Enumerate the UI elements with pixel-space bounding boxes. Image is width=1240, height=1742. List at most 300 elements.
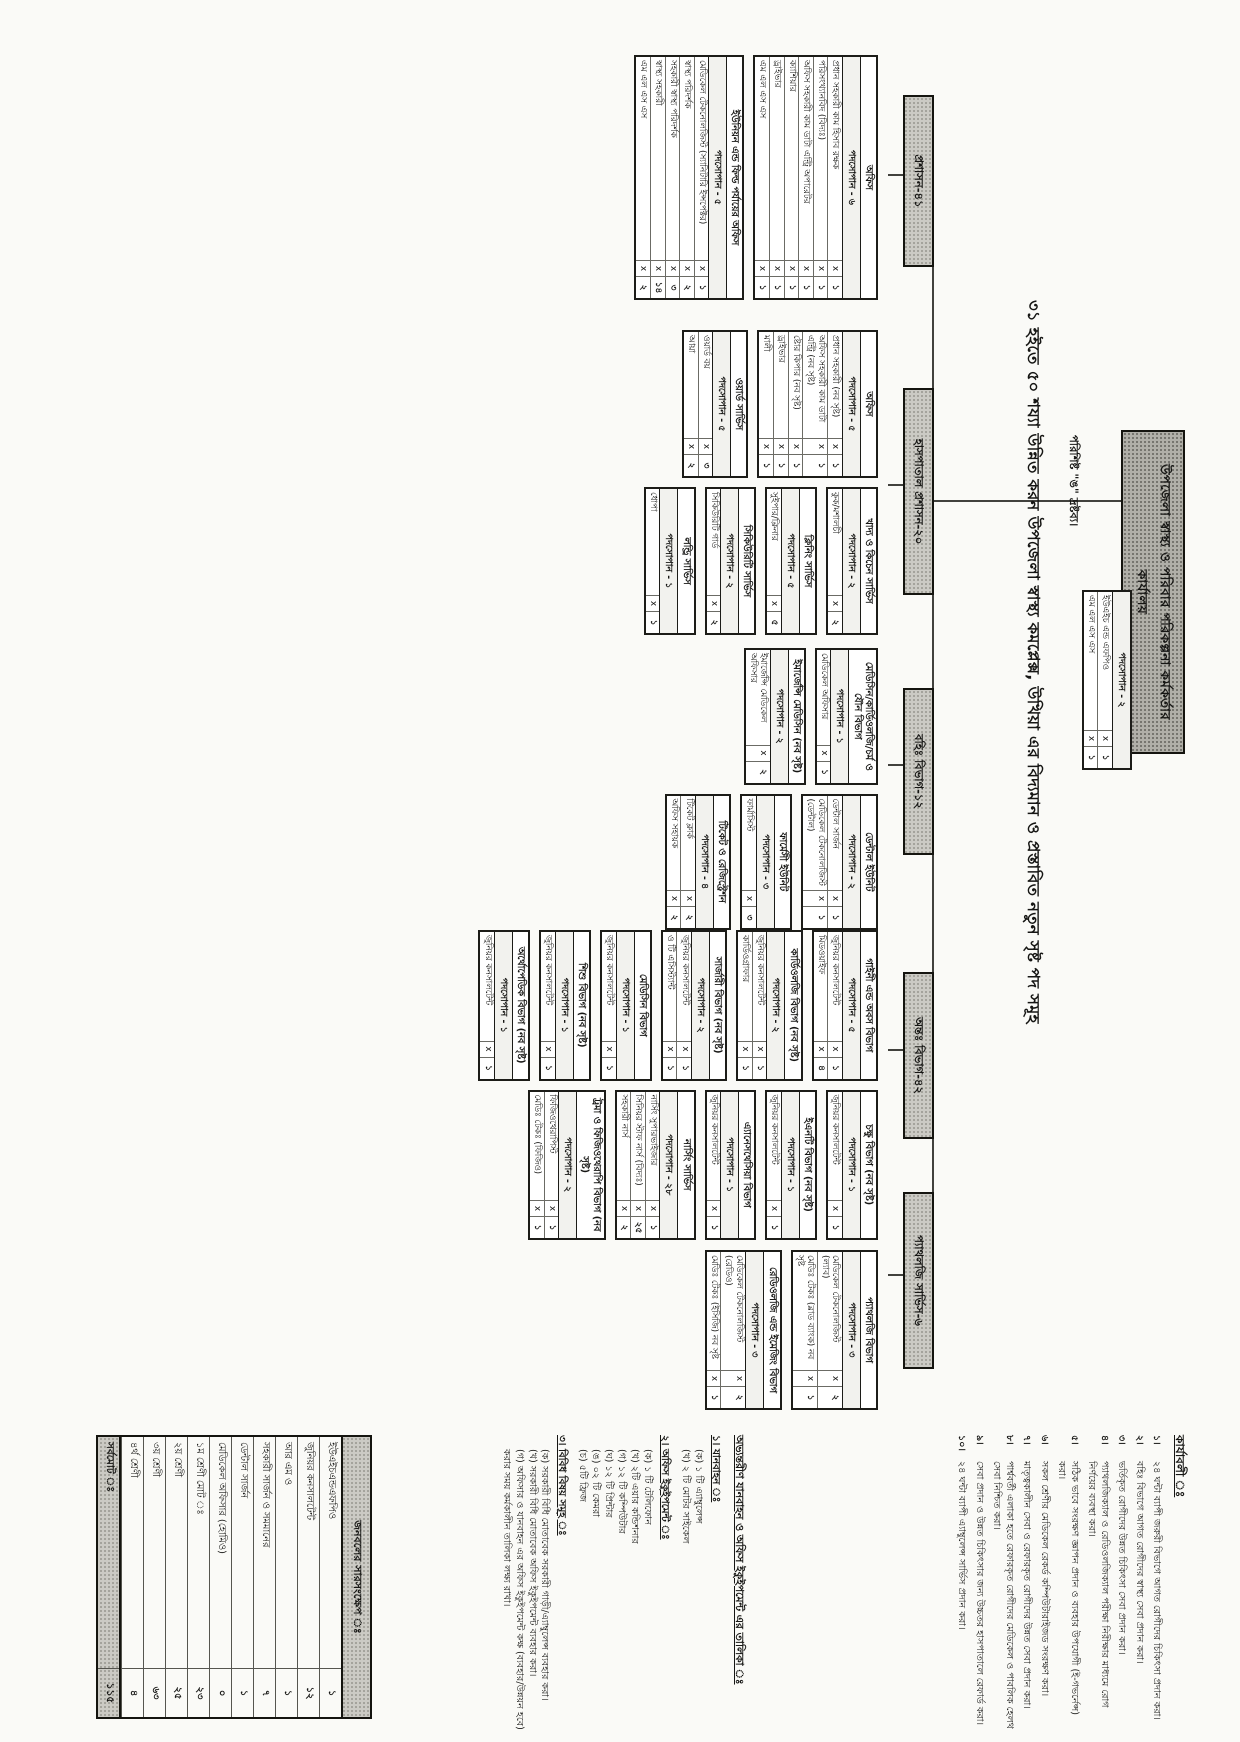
summary-row-label: ডেন্টাল সার্জন bbox=[238, 1442, 249, 1499]
dept-box-level: পদসোপান - ৫ bbox=[781, 489, 799, 633]
post-count: ১ bbox=[785, 276, 799, 298]
post-row bbox=[767, 489, 781, 633]
post-count: ৪ bbox=[814, 1057, 828, 1079]
dept-box bbox=[757, 330, 878, 478]
post-mark: x bbox=[828, 595, 842, 611]
post-count: ১ bbox=[759, 454, 773, 476]
post-row bbox=[827, 932, 842, 1079]
post-mark: x bbox=[684, 438, 698, 454]
inventory-item: (ক) ১ টি টেলিফোন bbox=[642, 1449, 654, 1525]
post-count: ৩ bbox=[742, 906, 756, 928]
branch-children-admin bbox=[625, 55, 878, 300]
post-count: ৫ bbox=[767, 611, 781, 633]
dept-box bbox=[765, 1090, 817, 1241]
function-item-text: ভর্তিকৃত রোগীদের উন্নত চিকিৎসা সেবা প্রদান করা। bbox=[1116, 1461, 1128, 1655]
function-item-number: ৭। bbox=[1021, 1435, 1033, 1445]
post-mark: x bbox=[828, 890, 842, 906]
post-row bbox=[684, 332, 698, 476]
post-row bbox=[480, 932, 494, 1079]
post-mark: x bbox=[617, 1200, 631, 1216]
post-count: ১ bbox=[646, 611, 660, 633]
dept-box-level: পদসোপান - ২ bbox=[766, 932, 784, 1079]
post-count: ১৪ bbox=[651, 276, 665, 298]
post-row bbox=[707, 489, 721, 633]
function-item bbox=[955, 1435, 967, 1730]
dept-box-level: পদসোপান - ২ bbox=[842, 489, 860, 633]
dept-box bbox=[705, 1250, 782, 1410]
post-row bbox=[720, 1252, 745, 1408]
post-label: অফিস সহায়ক bbox=[668, 798, 679, 848]
dept-box bbox=[661, 930, 727, 1081]
dept-box-title: অর্থোপেডিক বিভাগ (নব সৃষ্ট) bbox=[512, 932, 528, 1079]
post-row bbox=[802, 332, 827, 476]
post-label: কুক/মশালচী bbox=[830, 492, 841, 534]
inventory-section bbox=[576, 1435, 673, 1730]
dept-box-title: শিশু বিভাগ (নব সৃষ্ট) bbox=[573, 932, 589, 1079]
post-count: ১ bbox=[828, 454, 842, 476]
function-item bbox=[990, 1435, 1015, 1730]
post-label: মেডিঃ টেকঃ (ব্লাড ব্যাংক) নব সৃষ্ট bbox=[794, 1255, 816, 1360]
dept-box-level: পদসোপান - ২ bbox=[1112, 592, 1130, 768]
dept-box-level: পদসোপান - ৩ bbox=[842, 1252, 860, 1408]
dept-box-title: এ্যানেসথেসিয়া বিভাগ bbox=[738, 1092, 754, 1239]
post-count: ২ bbox=[828, 611, 842, 633]
post-mark: x bbox=[1084, 730, 1098, 746]
dept-box bbox=[665, 794, 731, 931]
post-row bbox=[667, 796, 681, 929]
dept-box-title: সার্জারী বিভাগ (নব সৃষ্ট) bbox=[709, 932, 725, 1079]
function-item bbox=[1132, 1435, 1144, 1730]
dept-box-level: পদসোপান - ৫ bbox=[712, 332, 730, 476]
post-label: স্বাস্থ্য সহকারী bbox=[653, 60, 664, 106]
post-mark: x bbox=[767, 1200, 781, 1216]
branch-header-indoor: অন্তঃ বিভাগ-৪২ bbox=[903, 972, 934, 1139]
function-item bbox=[1037, 1435, 1049, 1730]
summary-row-label: ৪র্থ শ্রেণী bbox=[128, 1442, 139, 1478]
post-mark: x bbox=[767, 595, 781, 611]
post-label: জুনিয়র কনসালটেন্ট bbox=[708, 1094, 719, 1165]
summary-row bbox=[209, 1437, 231, 1717]
dept-box-level: পদসোপান - ২ bbox=[558, 1092, 576, 1239]
post-row bbox=[707, 1092, 721, 1239]
post-count: ১ bbox=[767, 1216, 781, 1238]
dept-box-title: ইমার্জেন্সি মেডিসিন (নব সৃষ্ট) bbox=[788, 650, 804, 783]
post-row bbox=[769, 57, 784, 298]
post-count: ১ bbox=[602, 1057, 616, 1079]
inventory-item: (খ) ২টি এয়ার কন্ডিশনার bbox=[629, 1449, 641, 1544]
post-count: ২ bbox=[681, 906, 695, 928]
branch-children-outdoor bbox=[656, 648, 878, 930]
function-item-text: ২৪ ঘন্টা ব্যাপী এ্যাম্বুলেন্স সার্ভিস প্রদান করা। bbox=[956, 1461, 968, 1630]
post-mark: x bbox=[680, 260, 694, 276]
page-title: ৩১ হইতে ৫০ শয্যা উন্নিত করন উপজেলা স্বাস্থ্য কমপ্লেক্স, উখিয়া এর বিদ্যমান ও প্রস্তাবিত নতুন সৃষ্ট পদ সমূহ bbox=[1024, 300, 1043, 1024]
summary-row bbox=[275, 1437, 297, 1717]
summary-row-value: ১২ bbox=[298, 1668, 319, 1717]
dept-box-level: পদসোপান - ৬ bbox=[842, 57, 860, 298]
function-item-text: ২৪ ঘন্টা ব্যাপী জরুরী বিভাগে আগত রোগীদের চিকিৎসা প্রদান করা। bbox=[1151, 1461, 1162, 1720]
post-label: টিকেট ক্লার্ক bbox=[683, 798, 694, 839]
post-mark: x bbox=[785, 260, 799, 276]
branch-children-hospital-admin bbox=[635, 330, 878, 635]
dept-box-level: পদসোপান - ২ bbox=[720, 489, 738, 633]
post-count: ১ bbox=[530, 1216, 544, 1238]
post-count: ১ bbox=[803, 454, 827, 476]
post-row bbox=[694, 57, 709, 298]
post-mark: x bbox=[530, 1200, 544, 1216]
functions-block bbox=[950, 1435, 1188, 1730]
summary-row bbox=[319, 1437, 341, 1717]
post-mark: x bbox=[770, 260, 784, 276]
post-label: অফিস সহকারী কাম ডাটা এন্ট্রি (নব সৃষ্ট) bbox=[805, 335, 826, 423]
post-mark: x bbox=[803, 890, 827, 906]
post-label: জুনিয়র কনসালটেন্ট bbox=[679, 935, 690, 1006]
post-label: কার্ডিওগ্রাফার bbox=[740, 935, 751, 983]
function-item-text: সকল শ্রেণীর মেডিকেল রেকর্ড কম্পিউটারাইজড সংরক্ষণ করা। bbox=[1038, 1461, 1050, 1697]
post-mark: x bbox=[789, 438, 803, 454]
post-row bbox=[817, 1252, 842, 1408]
summary-total-label: সর্বমোট ঃ bbox=[104, 1442, 116, 1492]
post-mark: x bbox=[742, 890, 756, 906]
summary-row-value: ০ bbox=[210, 1668, 231, 1717]
dept-box bbox=[644, 487, 696, 635]
post-mark: x bbox=[753, 1041, 767, 1057]
branch-header-pathology: প্যাথলজি সার্ভিস-৬ bbox=[903, 1192, 934, 1369]
dept-box-level: পদসোপান - ১ bbox=[616, 932, 634, 1079]
post-count: ১ bbox=[828, 906, 842, 928]
post-mark: x bbox=[738, 1041, 752, 1057]
post-count: ১ bbox=[695, 276, 709, 298]
post-count: ২ bbox=[667, 906, 681, 928]
function-item-number: ৪। bbox=[1098, 1435, 1110, 1445]
dept-box bbox=[815, 648, 878, 785]
dept-box bbox=[615, 1090, 696, 1241]
dept-box-title: মেডিসিন/কার্ডিওলজি/চর্ম ও যৌন বিভাগ bbox=[848, 650, 876, 783]
post-row bbox=[646, 489, 660, 633]
post-row bbox=[767, 1092, 781, 1239]
post-row bbox=[630, 1092, 645, 1239]
post-row bbox=[541, 932, 555, 1079]
post-row bbox=[817, 650, 831, 783]
dept-box bbox=[478, 930, 530, 1081]
inventory-heading: অভ্যন্তরীণ যানবাহন ও অফিস ইকুইপমেন্ট এর তালিকা ঃ bbox=[733, 1435, 746, 1685]
summary-row-label: ইউএইচএন্ডএফপিও bbox=[326, 1442, 337, 1520]
dept-box-level: পদসোপান - ২ bbox=[842, 796, 860, 929]
dept-box-level: পদসোপান - ১ bbox=[830, 650, 848, 783]
summary-row-label: ৩য় শ্রেণী bbox=[150, 1442, 161, 1478]
inventory-item: (চ) ৫টি ফ্রিজ bbox=[577, 1449, 589, 1502]
inventory-section-title: ১। যানবাহন ঃ bbox=[710, 1435, 722, 1503]
dept-box bbox=[753, 55, 878, 300]
post-count: ২৫ bbox=[631, 1216, 645, 1238]
appendix-note: পরিশিষ্ট "ঙ" দ্রষ্টব্য। bbox=[1067, 435, 1081, 527]
post-row bbox=[827, 57, 842, 298]
dept-box bbox=[600, 930, 652, 1081]
dept-box-title: নার্সিং সার্ভিস bbox=[677, 1092, 693, 1239]
post-row bbox=[803, 796, 827, 929]
dept-box-level: পদসোপান - ১ bbox=[781, 1092, 799, 1239]
post-count: ৩ bbox=[666, 276, 680, 298]
post-label: ড্রাইভার bbox=[776, 335, 787, 363]
summary-row bbox=[253, 1437, 275, 1717]
dept-box-level: পদসোপান - ২৮ bbox=[659, 1092, 677, 1239]
summary-row bbox=[143, 1437, 165, 1717]
dept-box-level: পদসোপান - ১ bbox=[555, 932, 573, 1079]
function-item-text: সেবা প্রদান ও উন্নত চিকিৎসার জন্য উচ্চতর হাসপাতালে রেফার্ড করা। bbox=[973, 1461, 985, 1726]
post-mark: x bbox=[721, 1370, 745, 1386]
dept-box-title: গাইনী এন্ড অবস বিভাগ bbox=[860, 932, 876, 1079]
post-count: ১ bbox=[789, 454, 803, 476]
post-row bbox=[752, 932, 767, 1079]
post-mark: x bbox=[681, 890, 695, 906]
post-label: প্রধান সহকারী কাম হিসাব রক্ষক bbox=[830, 60, 841, 170]
function-item-text: মাতৃত্বকালীন সেবা ও রেফারকৃত রোগীদের উন্নত সেবা প্রদান করা। bbox=[1021, 1461, 1033, 1709]
dept-box-title: মেডিসিন বিভাগ bbox=[634, 932, 650, 1079]
post-label: অফিস সহকারী কাম ডাটা এন্ট্রি অপারেটর bbox=[801, 60, 812, 204]
post-row bbox=[680, 796, 695, 929]
post-label: জুনিয়র কনসালটেন্ট bbox=[482, 935, 493, 1006]
post-row bbox=[755, 57, 769, 298]
post-label: মেডিঃ টেকঃ (ফিজিও) bbox=[532, 1094, 543, 1175]
post-label: আয়া bbox=[686, 335, 697, 353]
dept-box-level: পদসোপান - ৪ bbox=[695, 796, 713, 929]
post-count: ২ bbox=[746, 761, 770, 783]
inventory-item: (ক) ১ টি এ্যাম্বুলেন্স bbox=[693, 1449, 704, 1524]
dept-box-level: পদসোপান - ৫ bbox=[842, 932, 860, 1079]
post-label: এম এল এস এস bbox=[1085, 595, 1096, 654]
post-label: ইমার্জেন্সি মেডিকেল অফিসার bbox=[747, 653, 769, 723]
post-label: এম এল এস এস bbox=[757, 60, 768, 119]
post-label: মেডিকেল টেকনোলজিস্ট (রেডিও) bbox=[723, 1255, 744, 1343]
inventory-section-title: ২। অফিস ইকুইপমেন্ট ঃ bbox=[659, 1435, 672, 1540]
post-count: ১ bbox=[803, 906, 827, 928]
summary-row bbox=[165, 1437, 187, 1717]
dept-box-level: পদসোপান - ১ bbox=[842, 1092, 860, 1239]
function-item-number: ১। bbox=[1151, 1435, 1162, 1445]
post-count: ১ bbox=[480, 1057, 494, 1079]
summary-row-label: সহকারী সার্জন ও সমমানের bbox=[260, 1442, 271, 1548]
functions-list bbox=[955, 1435, 1162, 1730]
post-mark: x bbox=[814, 260, 828, 276]
dept-box-title: ট্রমা ও ফিজিওথেরাপি বিভাগ (নব সৃষ্ট) bbox=[576, 1092, 604, 1239]
summary-row-label: ১ম শ্রেণী মোট ঃ bbox=[194, 1442, 205, 1515]
post-count: ১ bbox=[646, 1216, 660, 1238]
post-mark: x bbox=[636, 260, 650, 276]
post-count: ১ bbox=[753, 1057, 767, 1079]
post-count: ২ bbox=[617, 1216, 631, 1238]
post-row bbox=[742, 796, 756, 929]
post-label: জুনিয়র কনসালটেন্ট bbox=[769, 1094, 780, 1165]
dept-box bbox=[826, 1090, 878, 1241]
post-count: ১ bbox=[1098, 746, 1112, 768]
post-mark: x bbox=[663, 1041, 677, 1057]
function-item bbox=[1150, 1435, 1162, 1730]
function-item bbox=[1055, 1435, 1080, 1730]
dept-box-level: পদসোপান - ২ bbox=[770, 650, 788, 783]
dept-box bbox=[740, 794, 792, 931]
dept-box-level: পদসোপান - ১ bbox=[659, 489, 677, 633]
post-count: ১ bbox=[663, 1057, 677, 1079]
summary-row bbox=[121, 1437, 143, 1717]
post-mark: x bbox=[746, 745, 770, 761]
dept-box bbox=[744, 648, 806, 785]
dept-box-title: লন্ড্রি সার্ভিস bbox=[677, 489, 693, 633]
inventory-item: (ঙ) ০২ টি কেমরা bbox=[590, 1449, 602, 1518]
function-item bbox=[1020, 1435, 1032, 1730]
post-row bbox=[746, 650, 770, 783]
summary-total-value: ১১৫ bbox=[98, 1668, 119, 1717]
post-label: মেডিকেল টেকনোলজিস্ট (ল্যাব) bbox=[819, 1255, 841, 1343]
post-label: মেডিঃ টেকঃ (ইসিজি) নব সৃষ্ট bbox=[708, 1255, 719, 1359]
post-count: ১ bbox=[755, 276, 769, 298]
summary-table bbox=[96, 1435, 372, 1715]
dept-box-title: খাদ্য ও কিচেন সার্ভিস bbox=[860, 489, 876, 633]
post-label: মেডিকেল অফিসার bbox=[818, 653, 829, 720]
dept-box bbox=[812, 930, 878, 1081]
post-row bbox=[663, 932, 677, 1079]
post-label: সহকারী নার্স bbox=[618, 1094, 629, 1138]
post-row bbox=[676, 932, 691, 1079]
function-item-text: পার্শ্ববর্তী এলাকা হতে রেফারকৃত রোগীদের মেডিকেল ও পাবলিক হেলথ সেবা নিশ্চিত করা। bbox=[991, 1461, 1015, 1729]
post-mark: x bbox=[818, 1370, 842, 1386]
dept-box-level: পদসোপান - ১ bbox=[720, 1092, 738, 1239]
post-row bbox=[827, 796, 842, 929]
post-row bbox=[788, 332, 803, 476]
summary-table-title: জনবলের সারসংক্ষেপ ঃ bbox=[341, 1437, 370, 1717]
dept-box bbox=[765, 487, 817, 635]
post-mark: x bbox=[651, 260, 665, 276]
post-row bbox=[665, 57, 680, 298]
branch-header-hospital-admin: হাসপাতাল প্রশাসন-২০ bbox=[903, 388, 934, 595]
dept-box bbox=[705, 487, 757, 635]
summary-row-value: ১ bbox=[276, 1668, 297, 1717]
post-row bbox=[793, 1252, 817, 1408]
dept-box-level: পদসোপান - ৫ bbox=[708, 57, 726, 298]
post-row bbox=[798, 57, 813, 298]
summary-row-value: ২৩ bbox=[188, 1668, 209, 1717]
summary-row-value: ৬৩ bbox=[144, 1668, 165, 1717]
dept-box bbox=[826, 487, 878, 635]
dept-box-title: ফার্মেসী ইউনিট bbox=[774, 796, 790, 929]
post-mark: x bbox=[828, 260, 842, 276]
post-count: ১ bbox=[774, 454, 788, 476]
post-row bbox=[814, 932, 828, 1079]
branch-header-outdoor: বহিঃ বিভাগ-১২ bbox=[903, 688, 934, 855]
post-mark: x bbox=[631, 1200, 645, 1216]
post-mark: x bbox=[646, 595, 660, 611]
dept-box-title: ইউনিয়ন এন্ড ফিল্ড পর্যায়ের অফিস bbox=[726, 57, 742, 298]
post-count: ১ bbox=[814, 276, 828, 298]
post-row bbox=[827, 332, 842, 476]
post-count: ১ bbox=[828, 1057, 842, 1079]
dept-box-title: টিকেট ও রেজিস্ট্রেশন bbox=[713, 796, 729, 929]
post-label: জুনিয়র কনসালটেন্ট bbox=[604, 935, 615, 1006]
post-count: ২ bbox=[721, 1386, 745, 1408]
post-mark: x bbox=[602, 1041, 616, 1057]
post-count: ১ bbox=[793, 1386, 817, 1408]
post-label: এম এল এস এস bbox=[638, 60, 649, 119]
inventory-item: (গ) ১২ টি কম্পিউটার bbox=[616, 1449, 628, 1534]
post-row bbox=[530, 1092, 544, 1239]
post-label: মেডিকেল টেকনোলজিস্ট (ডেন্টাল) bbox=[805, 798, 826, 886]
post-label: মালী bbox=[761, 335, 772, 352]
post-mark: x bbox=[828, 1200, 842, 1216]
inventory-item: (খ) ২ টি মোটর সাইকেল bbox=[680, 1449, 692, 1544]
post-count: ২ bbox=[680, 276, 694, 298]
dept-box bbox=[1082, 590, 1132, 770]
dept-box bbox=[539, 930, 591, 1081]
summary-row-label: ২য় শ্রেণী bbox=[172, 1442, 183, 1478]
post-label: ওয়ার্ড বয় bbox=[700, 335, 711, 369]
post-mark: x bbox=[803, 438, 827, 454]
post-label: সিনিয়র স্টাফ নার্স (বিদ্যঃ) bbox=[633, 1094, 644, 1186]
post-count: ১ bbox=[707, 1386, 721, 1408]
dept-box-title: ডেন্টাল ইউনিট bbox=[860, 796, 876, 929]
dept-box bbox=[634, 55, 744, 300]
dept-box-title: রেডিওলজি এন্ড ইমেজিং বিভাগ bbox=[763, 1252, 779, 1408]
post-mark: x bbox=[666, 260, 680, 276]
post-mark: x bbox=[755, 260, 769, 276]
function-item-text: প্যাথলজিক্যাল ও রেডিওলজিক্যাল পরীক্ষা নিরীক্ষার মাধ্যমে রোগ নির্ণয়ের ব্যবস্থা করা। bbox=[1086, 1461, 1110, 1708]
inventory-item: (গ) অফিসার ও যানবাহন এর অফিস ইকুইপমেন্ট কক্ষ (ব্যবহার/উন্নয়ন হবে) করার সময় কর্মকালীন তালিকা লক্ষ্য রাখা। bbox=[500, 1449, 525, 1730]
post-row bbox=[645, 1092, 660, 1239]
summary-row-value: ১ bbox=[320, 1668, 341, 1717]
function-item-text: বহিঃ বিভাগে আগত রোগীদের স্বাস্থ্য সেবা প্রদান করা। bbox=[1133, 1461, 1145, 1664]
post-label: ও টি এসিস্ট্যান্ট bbox=[664, 935, 675, 990]
dept-box-title: চক্ষু বিভাগ (নব সৃষ্ট) bbox=[860, 1092, 876, 1239]
inventory-block bbox=[493, 1435, 748, 1730]
post-label: ফার্মাসিস্ট bbox=[744, 798, 755, 832]
summary-row-value: ২৫ bbox=[166, 1668, 187, 1717]
inventory-section-title: ৩। বিবিধ বিষয় সমূহ ঃ bbox=[556, 1435, 569, 1536]
post-count: ১ bbox=[541, 1057, 555, 1079]
branch-children-indoor bbox=[469, 930, 878, 1240]
dept-box bbox=[682, 330, 748, 478]
post-label: ড্রাইভার bbox=[772, 60, 783, 88]
functions-heading: কার্যাবলী ঃ bbox=[1173, 1435, 1187, 1498]
summary-row-label: জুনিয়র কনসালটেন্ট bbox=[304, 1442, 315, 1520]
post-row bbox=[773, 332, 788, 476]
post-row bbox=[828, 489, 842, 633]
dept-box bbox=[705, 1090, 757, 1241]
post-mark: x bbox=[828, 438, 842, 454]
function-item-number: ৩। bbox=[1116, 1435, 1128, 1445]
post-label: জুনিয়র কনসালটেন্ট bbox=[543, 935, 554, 1006]
dept-box-level: পদসোপান - ১ bbox=[494, 932, 512, 1079]
post-row bbox=[679, 57, 694, 298]
summary-row-label: মেডিকেল অফিসার (হোমিও) bbox=[216, 1442, 227, 1554]
dept-box-title: ইএনটি বিভাগ (নব সৃষ্ট) bbox=[799, 1092, 815, 1239]
function-item-number: ৮। bbox=[1003, 1435, 1015, 1445]
post-label: স্বাস্থ্য পরিদর্শক bbox=[682, 60, 693, 109]
function-item bbox=[1085, 1435, 1110, 1730]
org-root-staff-box bbox=[1073, 590, 1132, 770]
post-mark: x bbox=[817, 745, 831, 761]
summary-table-body bbox=[96, 1435, 372, 1719]
dept-box-title: প্যাথলজি বিভাগ bbox=[860, 1252, 876, 1408]
post-row bbox=[1084, 592, 1098, 768]
post-label: মিডওয়াইফ bbox=[815, 935, 826, 975]
post-label: নার্সিং সুপারভাইজার bbox=[647, 1094, 658, 1166]
post-label: ফিজিওথেরাপিস্ট bbox=[546, 1094, 557, 1154]
post-label: ক্যাশিয়ার bbox=[786, 60, 797, 92]
summary-row-label: আর এম ও bbox=[282, 1442, 293, 1486]
post-mark: x bbox=[774, 438, 788, 454]
post-mark: x bbox=[545, 1200, 559, 1216]
post-mark: x bbox=[759, 438, 773, 454]
function-item-number: ২। bbox=[1133, 1435, 1145, 1445]
dept-box bbox=[736, 930, 802, 1081]
post-count: ১ bbox=[799, 276, 813, 298]
